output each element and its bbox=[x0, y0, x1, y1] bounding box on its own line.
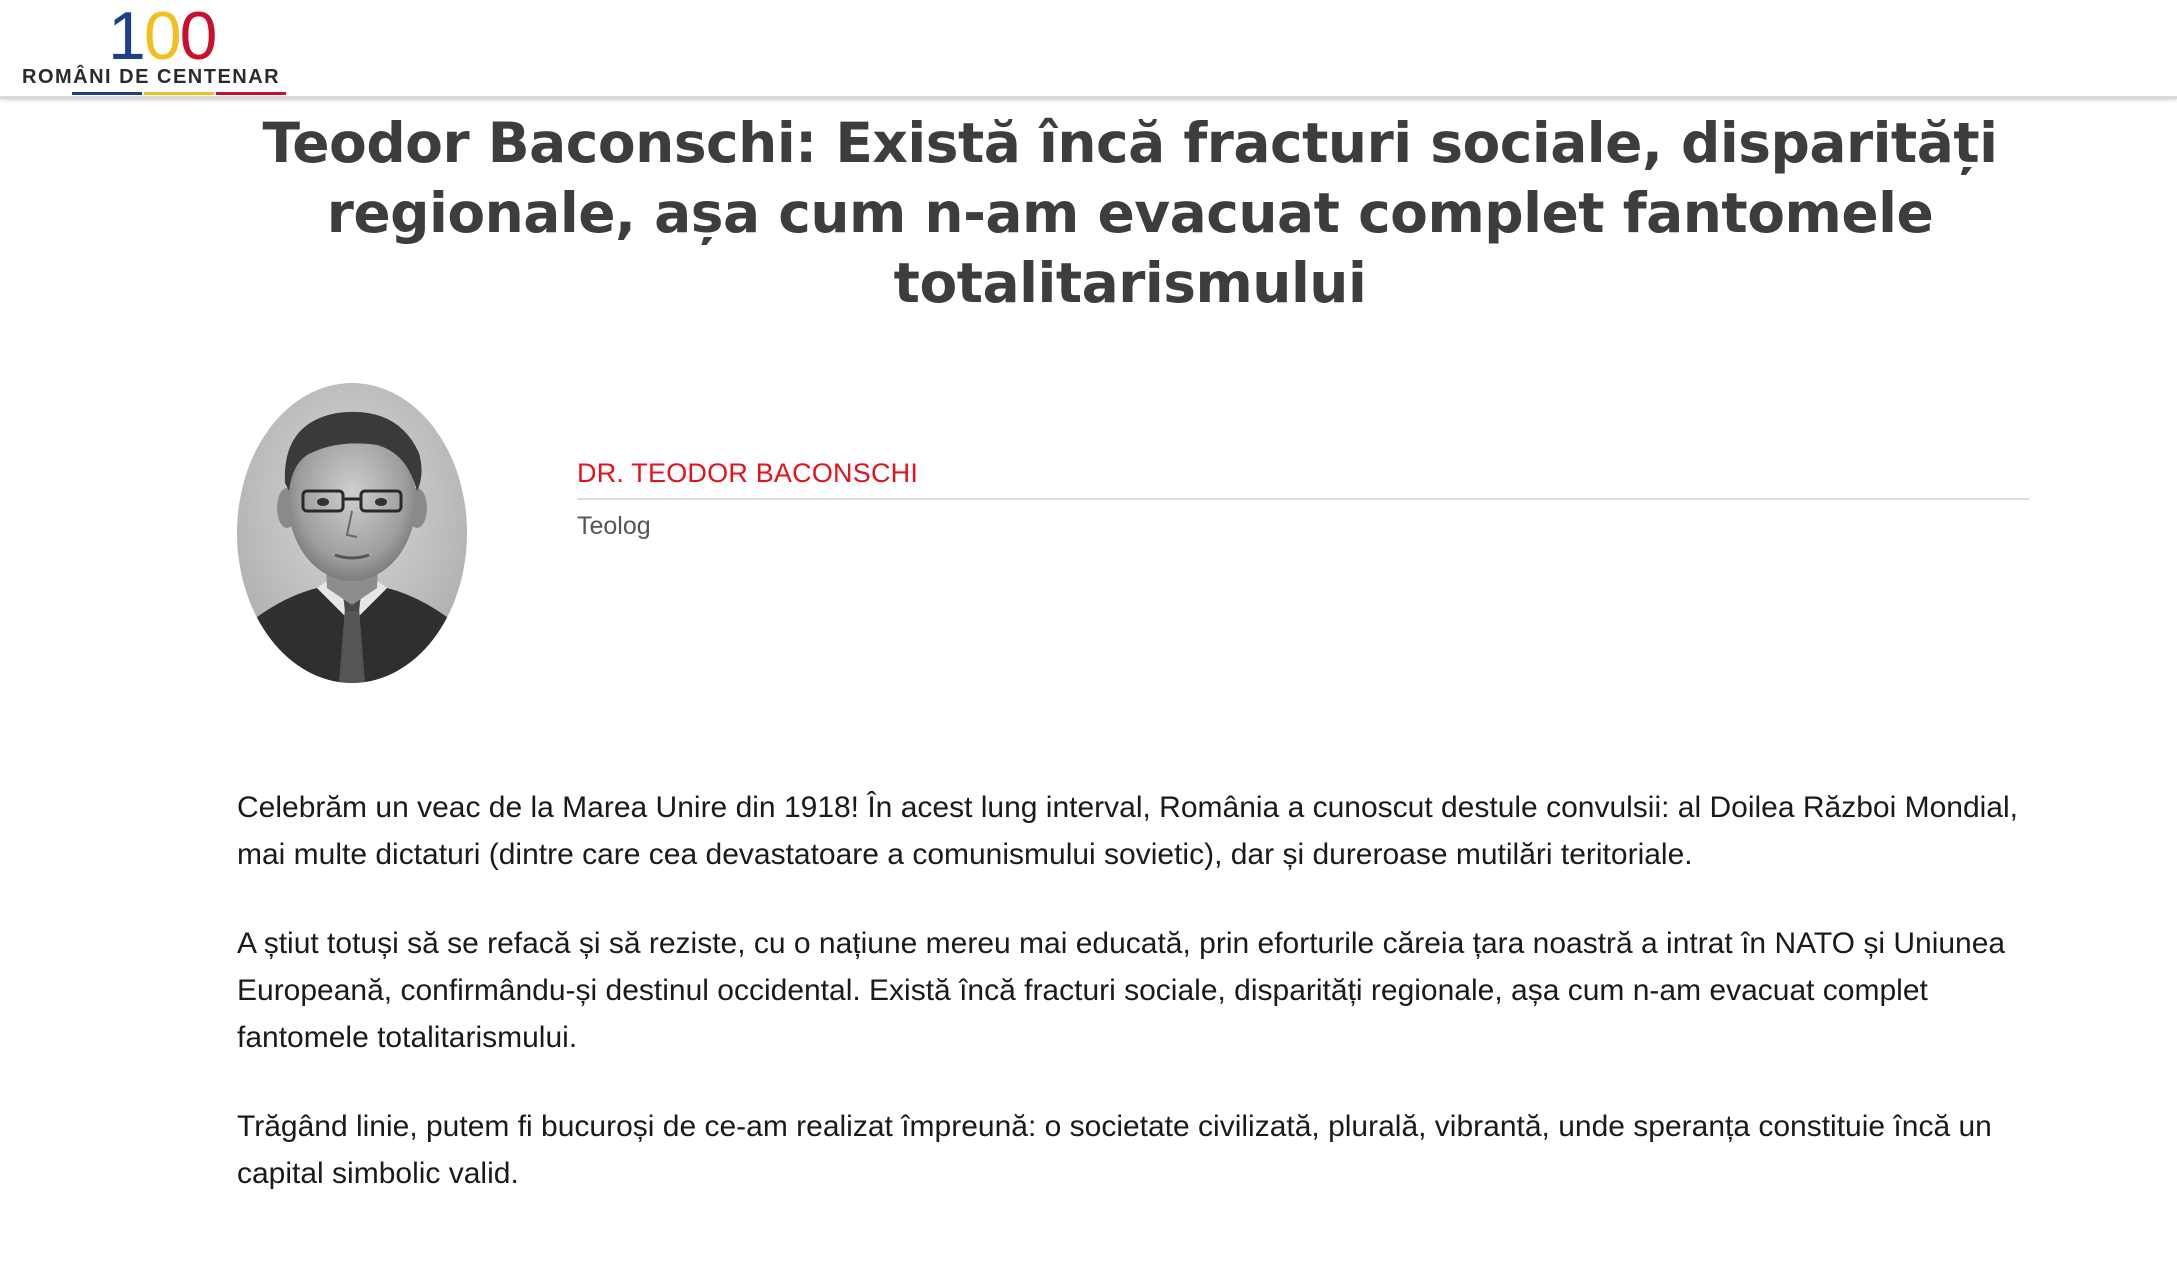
author-photo bbox=[237, 383, 467, 683]
logo-stripe-red bbox=[216, 92, 286, 95]
logo-digit-3: 0 bbox=[179, 0, 216, 74]
author-portrait-icon bbox=[237, 383, 467, 683]
author-role: Teolog bbox=[577, 512, 651, 540]
site-logo-link[interactable] bbox=[22, 0, 322, 96]
article-body bbox=[237, 784, 2067, 1239]
article-paragraph-3: Trăgând linie, putem fi bucuroși de ce-am realizat împreună: o societate civilizată, plurală, vibrantă, unde speranța constituie încă un capital simbolic valid. bbox=[237, 1110, 1992, 1190]
author-name[interactable]: DR. TEODOR BACONSCHI bbox=[577, 458, 919, 488]
logo-number bbox=[108, 0, 216, 74]
logo-stripe-yellow bbox=[144, 92, 214, 95]
logo-text: ROMÂNI DE CENTENAR bbox=[22, 66, 281, 88]
logo-stripe-blue bbox=[72, 92, 142, 95]
article-title: Teodor Baconschi: Există încă fracturi sociale, disparități regionale, așa cum n-am evacuat complet fantomele totalitarismului bbox=[262, 111, 1998, 315]
author-divider bbox=[577, 498, 2029, 500]
site-header bbox=[0, 0, 2177, 99]
logo-digit-2: 0 bbox=[143, 0, 180, 74]
article-paragraph-1: Celebrăm un veac de la Marea Unire din 1918! În acest lung interval, România a cunoscut destule convulsii: al Doilea Război Mondial, mai multe dictaturi (dintre care cea devastatoare a comunismului sovietic), dar și dureroase mutilări teritoriale. bbox=[237, 791, 2018, 871]
article-paragraph-2: A știut totuși să se refacă și să reziste, cu o națiune mereu mai educată, prin eforturile căreia țara noastră a intrat în NATO și Uniunea Europeană, confirmându-și destinul occidental. Există încă fracturi sociale, disparități regionale, așa cum n-am evacuat complet fantomele totalitarismului. bbox=[237, 927, 2006, 1054]
logo-digit-1: 1 bbox=[108, 0, 144, 74]
